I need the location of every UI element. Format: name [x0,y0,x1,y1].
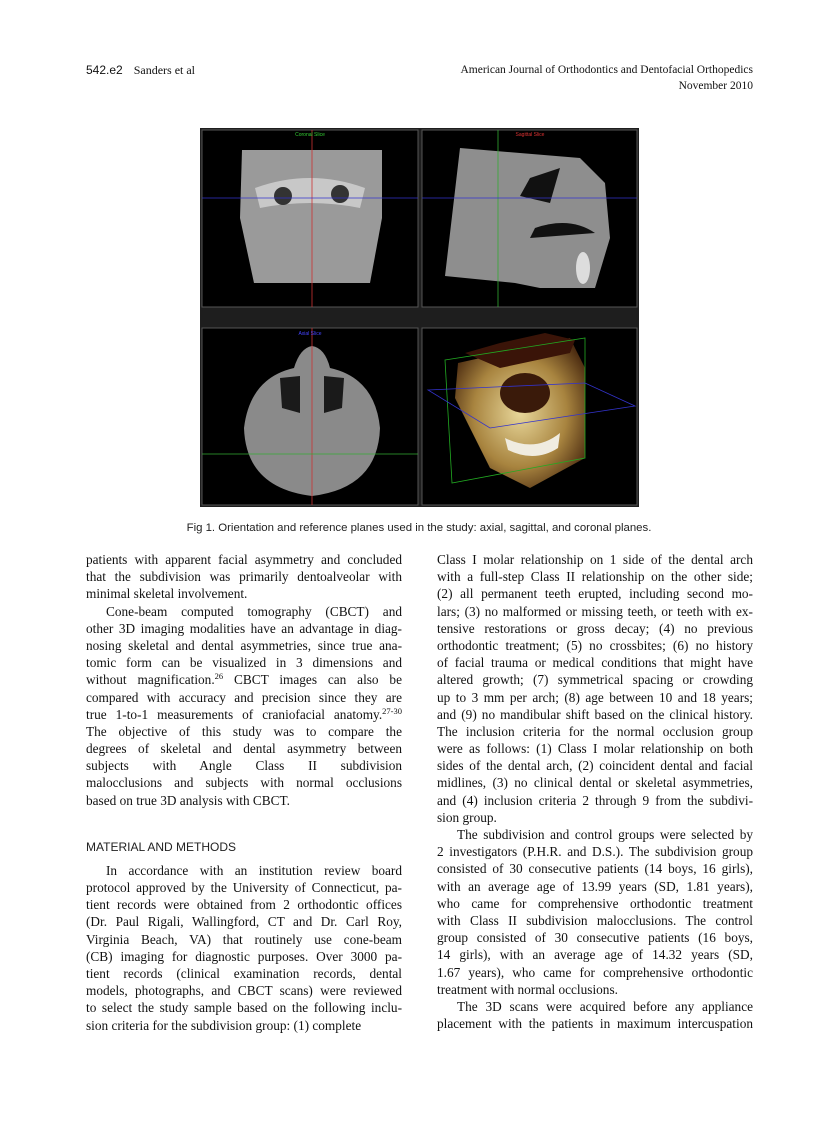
text-line: sides of the dental arch, (2) coincident dental and facial [437,758,753,774]
citation-superscript: 26 [214,671,224,682]
text-line: group consisted of 30 consecutive patients (16 boys, [437,930,753,946]
text-line: (Dr. Paul Rigali, Wallingford, CT and Dr. Carl Roy, [86,914,402,930]
text-line: tensive restorations or gross decay; (4) no previous [437,620,753,636]
text-line: minimal skeletal involvement. [86,586,248,602]
text-line: with a full-step Class II relationship on the other side; [437,569,753,585]
text-line: degrees of skeletal and dental asymmetry between [86,741,402,757]
coronal-slice-label: Coronal Slice [295,132,325,138]
coronal-slice-panel [202,130,418,307]
running-header-left [86,62,195,78]
journal-issue: November 2010 [678,80,753,92]
text-line: patients with apparent facial asymmetry and concluded [86,552,402,567]
paragraph [86,862,402,1034]
text-line: 14 girls), with an average age of 14.32 years (SD, [437,947,753,963]
sagittal-slice-panel [422,130,637,307]
text-line: tomic form can be visualized in 3 dimensions and [86,655,402,671]
text-line: (2) all permanent teeth erupted, including second mo- [437,586,753,602]
text-line: consisted of 30 consecutive patients (14 boys, 16 girls), [437,861,753,877]
text-line: up to 3 mm per arch; (8) age between 10 and 18 years; [437,689,753,705]
paragraph [86,603,402,809]
running-authors: Sanders et al [133,63,196,77]
axial-slice-panel [202,328,418,505]
text-line: models, photographs, and CBCT scans) were reviewed [86,983,402,999]
journal-title: American Journal of Orthodontics and Dentofacial Orthopedics [460,64,753,76]
text-line: The objective of this study was to compare the [86,723,402,739]
left-column [86,551,402,1034]
text-line: other 3D imaging modalities have an advantage in diag- [86,620,402,636]
text-line: In accordance with an institution review board [106,862,402,878]
right-column [437,551,753,1032]
text-line: Virginia Beach, VA) that routinely use cone-beam [86,931,402,947]
text-line: protocol approved by the University of Connecticut, pa- [86,880,402,895]
text-line: true 1-to-1 measurements of craniofacial anatomy.$^{27-30}$ [86,705,402,722]
text-line: that the subdivision was primarily dentoalveolar with [86,569,402,585]
text-line: tient records were obtained from 2 orthodontic offices [86,897,402,913]
text-line: subjects with Angle Class II subdivision [86,758,402,774]
paragraph [437,998,753,1032]
text-line: based on true 3D analysis with CBCT. [86,792,290,808]
paragraph [86,551,402,603]
text-line: malocclusions and subjects with normal occlusions [86,775,402,791]
text-line: 2 investigators (P.H.R. and D.S.). The subdivision group [437,844,753,860]
paragraph [437,551,753,826]
text-line: The 3D scans were acquired before any appliance [457,998,753,1014]
text-line: with an average age of 13.99 years (SD, 1.81 years), [437,878,753,894]
text-line: were as follows: (1) Class I molar relationship on both [437,741,753,757]
figure-1-cbct-views [200,128,639,507]
figure-caption: Fig 1. Orientation and reference planes used in the study: axial, sagittal, and coronal planes. [186,522,652,534]
section-heading: MATERIAL AND METHODS [86,839,237,854]
text-line: 1.67 years), who came for comprehensive orthodontic [437,964,753,980]
citation-superscript: 27-30 [382,705,402,716]
text-line: who came for comprehensive orthodontic treatment [437,895,753,911]
text-line: with Class II subdivision malocclusions. The control [437,912,753,928]
3d-rendering-panel [422,328,637,505]
running-header-right [460,62,753,94]
text-line: sion criteria for the subdivision group: (1) complete [86,1017,362,1033]
sagittal-slice-label: Sagittal Slice [515,132,545,138]
axial-slice-label: Axial Slice [298,331,322,337]
text-line: and (4) inclusion criteria 2 through 9 from the subdivi- [437,792,753,808]
text-line: The subdivision and control groups were selected by [457,827,753,842]
text-line: lars; (3) no malformed or missing teeth, or teeth with ex- [437,603,753,619]
text-line: without magnification.$^{26}$ CBCT images can also be [86,671,402,688]
text-line: orthodontic treatment; (5) no crossbites; (6) no history [437,637,753,653]
paragraph [437,826,753,998]
text-line: to select the study sample based on the following inclu- [86,1000,402,1016]
text-line: tient records (clinical examination records, dental [86,965,402,981]
text-line: of facial trauma or medical conditions that might have [437,655,753,671]
text-line: Cone-beam computed tomography (CBCT) and [106,603,402,619]
text-line: The inclusion criteria for the normal occlusion group [437,723,753,739]
text-line: and (9) no mandibular shift based on the clinical history. [437,706,753,722]
page-number: 542.e2 [86,63,123,77]
text-line: Class I molar relationship on 1 side of the dental arch [437,552,753,567]
text-line: (CB) imaging for diagnostic purposes. Over 3000 pa- [86,948,402,964]
text-line: treatment with normal occlusions. [437,981,618,997]
text-line: altered growth; (7) symmetrical spacing or crowding [437,672,753,688]
text-line: midlines, (3) no clinical dental or skeletal asymmetries, [437,775,753,791]
text-line: compared with accuracy and precision since they are [86,689,402,705]
text-line: placement with the patients in maximum intercuspation [437,1016,753,1032]
text-line: nosing skeletal and dental asymmetries, since true ana- [86,637,402,653]
text-line: sion group. [437,809,497,825]
